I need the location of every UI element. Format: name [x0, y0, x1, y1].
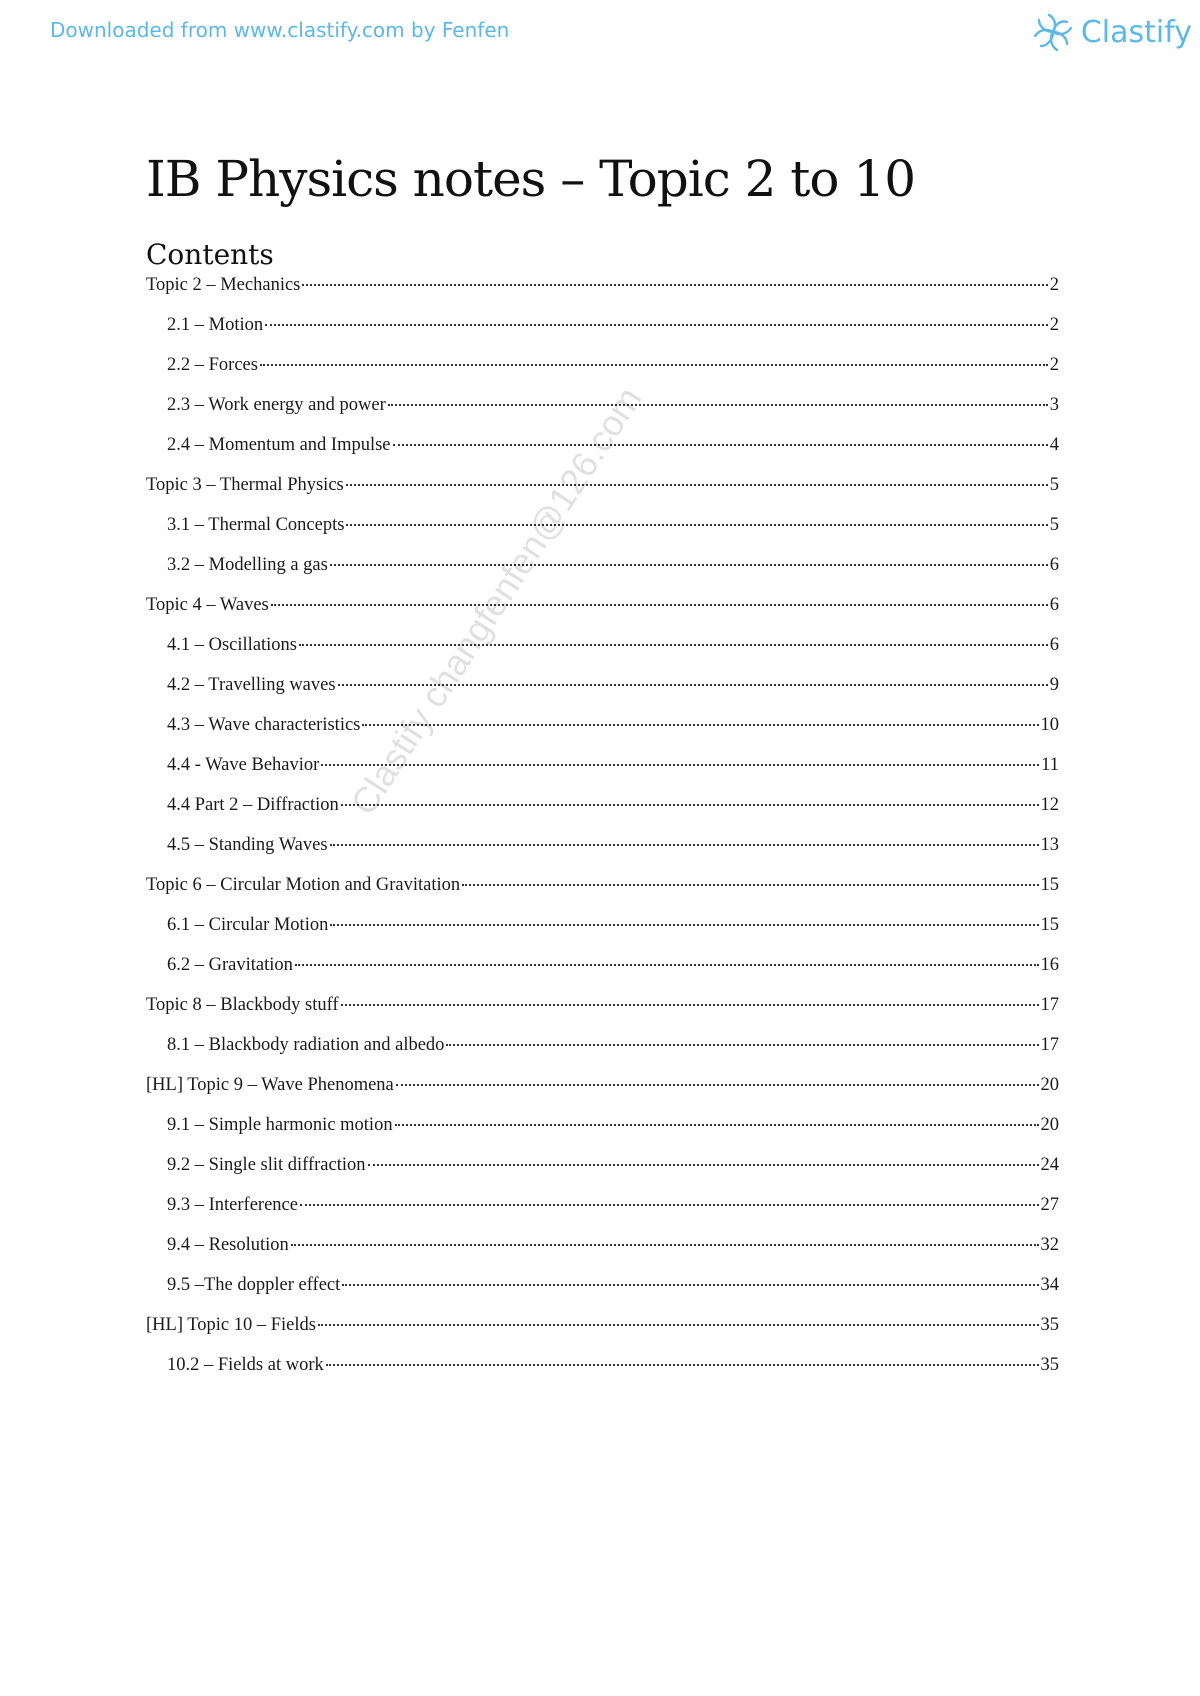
toc-entry-label: 4.5 – Standing Waves: [167, 835, 328, 855]
toc-entry-label: 9.1 – Simple harmonic motion: [167, 1115, 393, 1135]
toc-entry-label: Topic 3 – Thermal Physics: [146, 475, 344, 495]
toc-entry-page-number: 6: [1049, 635, 1059, 655]
toc-entry-page-number: 11: [1041, 755, 1059, 775]
toc-entry-page-number: 16: [1040, 955, 1059, 975]
toc-entry[interactable]: [146, 955, 1059, 995]
toc-entry[interactable]: [146, 475, 1059, 515]
toc-entry[interactable]: [146, 1035, 1059, 1075]
toc-entry-label: 8.1 – Blackbody radiation and albedo: [167, 1035, 445, 1055]
toc-entry[interactable]: [146, 595, 1059, 635]
toc-dot-leader: [462, 884, 1038, 886]
toc-entry-label: 6.2 – Gravitation: [167, 955, 293, 975]
toc-entry-label: 4.4 Part 2 – Diffraction: [167, 795, 339, 815]
toc-entry[interactable]: [146, 1195, 1059, 1235]
toc-entry-page-number: 27: [1040, 1195, 1059, 1215]
toc-entry[interactable]: [146, 1155, 1059, 1195]
toc-entry[interactable]: [146, 635, 1059, 675]
toc-dot-leader: [446, 1044, 1038, 1046]
toc-entry[interactable]: [146, 835, 1059, 875]
toc-entry-label: 2.2 – Forces: [167, 355, 258, 375]
toc-entry[interactable]: [146, 515, 1059, 555]
toc-dot-leader: [330, 924, 1038, 926]
toc-dot-leader: [346, 524, 1047, 526]
toc-entry-label: Topic 8 – Blackbody stuff: [146, 995, 339, 1015]
toc-entry-page-number: 4: [1049, 435, 1059, 455]
toc-dot-leader: [395, 1124, 1039, 1126]
toc-entry-page-number: 20: [1040, 1075, 1059, 1095]
toc-dot-leader: [295, 964, 1039, 966]
toc-entry[interactable]: [146, 915, 1059, 955]
contents-heading: Contents: [146, 238, 274, 271]
toc-dot-leader: [396, 1084, 1039, 1086]
toc-entry[interactable]: [146, 795, 1059, 835]
toc-entry-page-number: 17: [1040, 995, 1059, 1015]
toc-entry-label: 4.4 - Wave Behavior: [167, 755, 320, 775]
toc-entry-label: 9.5 –The doppler effect: [167, 1275, 341, 1295]
toc-entry[interactable]: [146, 1315, 1059, 1355]
toc-entry-label: Topic 4 – Waves: [146, 595, 269, 615]
toc-entry-label: 3.2 – Modelling a gas: [167, 555, 328, 575]
toc-entry-page-number: 32: [1040, 1235, 1059, 1255]
toc-entry-label: 2.1 – Motion: [167, 315, 264, 335]
toc-entry-page-number: 3: [1049, 395, 1059, 415]
toc-entry[interactable]: [146, 395, 1059, 435]
toc-entry[interactable]: [146, 555, 1059, 595]
toc-entry-label: Topic 6 – Circular Motion and Gravitation: [146, 875, 461, 895]
toc-dot-leader: [291, 1244, 1039, 1246]
toc-entry-page-number: 34: [1040, 1275, 1059, 1295]
toc-dot-leader: [318, 1324, 1039, 1326]
toc-entry-page-number: 2: [1049, 275, 1059, 295]
toc-entry-page-number: 10: [1040, 715, 1059, 735]
toc-dot-leader: [300, 1204, 1039, 1206]
toc-entry[interactable]: [146, 755, 1059, 795]
toc-entry-label: 2.3 – Work energy and power: [167, 395, 386, 415]
toc-dot-leader: [260, 364, 1048, 366]
brand-name: Clastify: [1080, 14, 1192, 50]
toc-entry[interactable]: [146, 995, 1059, 1035]
toc-entry-label: 4.2 – Travelling waves: [167, 675, 336, 695]
watermark: Clastify changfenfen@126.com: [342, 379, 650, 822]
toc-entry-label: 10.2 – Fields at work: [167, 1355, 324, 1375]
toc-entry-label: 6.1 – Circular Motion: [167, 915, 329, 935]
toc-entry[interactable]: [146, 315, 1059, 355]
toc-entry-label: [HL] Topic 10 – Fields: [146, 1315, 316, 1335]
toc-entry-page-number: 12: [1040, 795, 1059, 815]
toc-entry[interactable]: [146, 1275, 1059, 1315]
toc-entry-page-number: 5: [1049, 515, 1059, 535]
toc-dot-leader: [330, 844, 1039, 846]
toc-dot-leader: [342, 1284, 1038, 1286]
toc-dot-leader: [299, 644, 1048, 646]
toc-entry-page-number: 13: [1040, 835, 1059, 855]
clastify-spiral-icon: [1031, 10, 1075, 54]
toc-entry-label: 9.3 – Interference: [167, 1195, 298, 1215]
toc-dot-leader: [393, 444, 1048, 446]
toc-entry-label: 4.1 – Oscillations: [167, 635, 298, 655]
toc-entry[interactable]: [146, 1355, 1059, 1395]
toc-dot-leader: [321, 764, 1039, 766]
page-title: IB Physics notes – Topic 2 to 10: [146, 150, 916, 208]
toc-entry-page-number: 5: [1049, 475, 1059, 495]
toc-entry[interactable]: [146, 875, 1059, 915]
toc-dot-leader: [388, 404, 1048, 406]
toc-dot-leader: [338, 684, 1048, 686]
toc-entry-page-number: 24: [1040, 1155, 1059, 1175]
toc-entry-label: 9.4 – Resolution: [167, 1235, 289, 1255]
toc-dot-leader: [362, 724, 1038, 726]
toc-entry-label: 2.4 – Momentum and Impulse: [167, 435, 391, 455]
toc-entry-label: 3.1 – Thermal Concepts: [167, 515, 345, 535]
toc-dot-leader: [341, 1004, 1039, 1006]
toc-entry-label: 4.3 – Wave characteristics: [167, 715, 361, 735]
toc-entry-page-number: 35: [1040, 1355, 1059, 1375]
toc-dot-leader: [341, 804, 1039, 806]
toc-entry-page-number: 15: [1040, 875, 1059, 895]
toc-entry[interactable]: [146, 715, 1059, 755]
toc-entry-page-number: 9: [1049, 675, 1059, 695]
toc-entry-page-number: 20: [1040, 1115, 1059, 1135]
toc-entry-page-number: 17: [1040, 1035, 1059, 1055]
toc-entry-label: 9.2 – Single slit diffraction: [167, 1155, 366, 1175]
toc-dot-leader: [346, 484, 1048, 486]
toc-dot-leader: [326, 1364, 1039, 1366]
brand-logo: [1031, 10, 1192, 54]
toc-entry[interactable]: [146, 1115, 1059, 1155]
table-of-contents: [146, 275, 1059, 1395]
toc-entry-page-number: 15: [1040, 915, 1059, 935]
toc-entry-page-number: 35: [1040, 1315, 1059, 1335]
toc-entry[interactable]: [146, 355, 1059, 395]
toc-dot-leader: [368, 1164, 1039, 1166]
toc-entry[interactable]: [146, 1075, 1059, 1115]
toc-entry-label: Topic 2 – Mechanics: [146, 275, 301, 295]
toc-entry-page-number: 2: [1049, 355, 1059, 375]
toc-dot-leader: [265, 324, 1048, 326]
toc-entry[interactable]: [146, 275, 1059, 315]
download-source-link[interactable]: Downloaded from www.clastify.com by Fenfen: [50, 18, 510, 42]
toc-entry[interactable]: [146, 1235, 1059, 1275]
toc-entry-label: [HL] Topic 9 – Wave Phenomena: [146, 1075, 394, 1095]
toc-dot-leader: [330, 564, 1048, 566]
toc-entry[interactable]: [146, 435, 1059, 475]
toc-entry-page-number: 6: [1049, 595, 1059, 615]
toc-entry[interactable]: [146, 675, 1059, 715]
toc-entry-page-number: 2: [1049, 315, 1059, 335]
toc-dot-leader: [302, 284, 1047, 286]
toc-entry-page-number: 6: [1049, 555, 1059, 575]
toc-dot-leader: [271, 604, 1048, 606]
